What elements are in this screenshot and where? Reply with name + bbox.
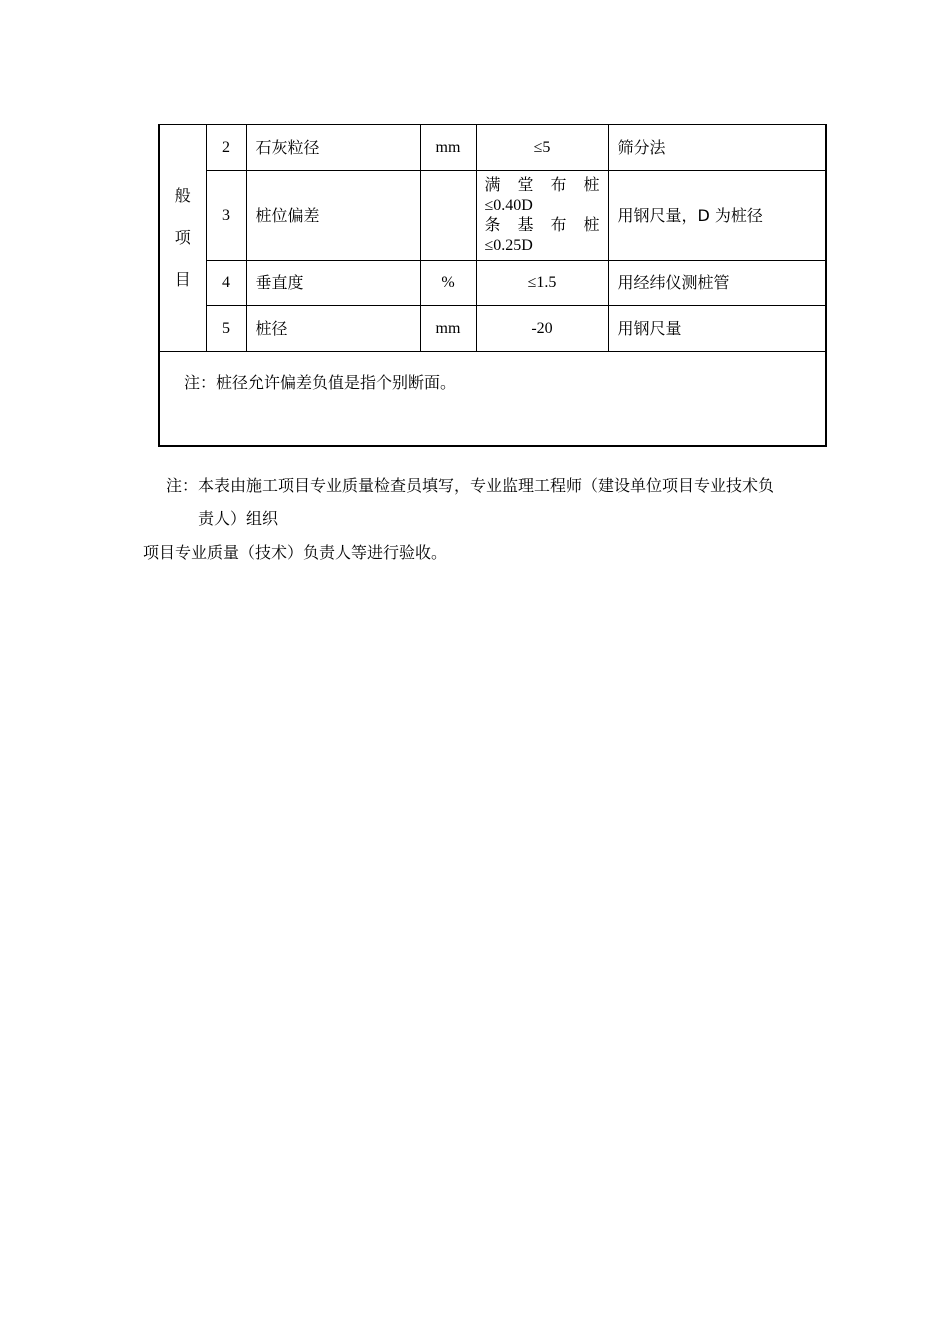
unit-cell	[420, 171, 476, 261]
table-note-row	[159, 352, 826, 447]
method-cell: 用钢尺量，D 为桩径	[608, 171, 826, 261]
row-number: 4	[206, 261, 246, 306]
table-row	[159, 306, 826, 352]
requirement-cell: ≤1.5	[476, 261, 608, 306]
requirement-line: 条 基 布 桩	[484, 216, 600, 234]
table-row	[159, 125, 826, 171]
table-row	[159, 171, 826, 261]
category-char: 般	[174, 186, 191, 205]
item-name: 石灰粒径	[246, 125, 420, 171]
unit-cell: %	[420, 261, 476, 306]
item-name: 桩径	[246, 306, 420, 352]
requirement-line: 满 堂 布 桩	[484, 176, 600, 194]
unit-cell: mm	[420, 125, 476, 171]
footnote-line-2: 责人）组织	[198, 509, 279, 528]
requirement-cell: -20	[476, 306, 608, 352]
table-note: 注：桩径允许偏差负值是指个别断面。	[159, 352, 826, 447]
item-name: 垂直度	[246, 261, 420, 306]
inspection-table	[158, 124, 827, 447]
table-row	[159, 261, 826, 306]
row-number: 5	[206, 306, 246, 352]
requirement-line: ≤0.25D	[484, 236, 533, 254]
method-cell: 用经纬仪测桩管	[608, 261, 826, 306]
unit-cell: mm	[420, 306, 476, 352]
row-number: 3	[206, 171, 246, 261]
method-cell: 用钢尺量	[608, 306, 826, 352]
footnote-line-1: 注：本表由施工项目专业质量检查员填写，专业监理工程师（建设单位项目专业技术负	[166, 476, 775, 495]
requirement-line: ≤0.40D	[484, 196, 533, 214]
category-cell	[159, 125, 206, 352]
row-number: 2	[206, 125, 246, 171]
method-cell: 筛分法	[608, 125, 826, 171]
item-name: 桩位偏差	[246, 171, 420, 261]
requirement-cell: ≤5	[476, 125, 608, 171]
category-char: 目	[174, 270, 191, 289]
requirement-cell	[476, 171, 608, 261]
category-char: 项	[174, 228, 191, 247]
footnote-line-3: 项目专业质量（技术）负责人等进行验收。	[143, 543, 448, 562]
